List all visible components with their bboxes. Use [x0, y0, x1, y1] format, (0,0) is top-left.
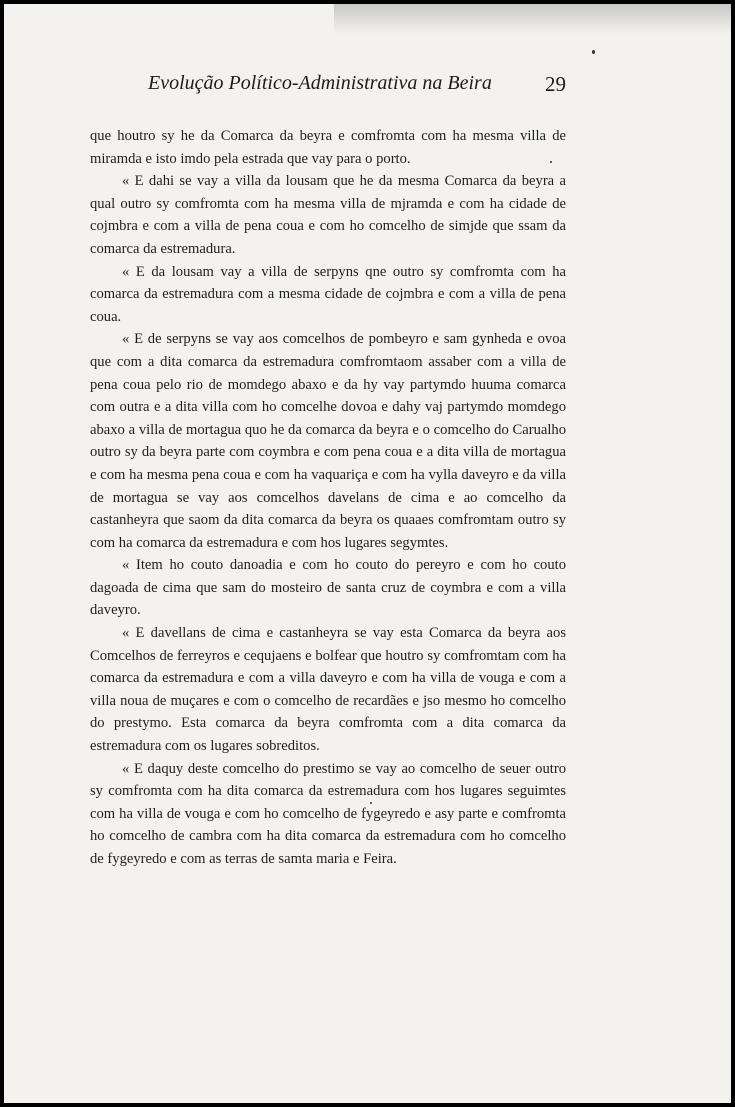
scanned-page: [4, 4, 731, 1103]
page-number: 29: [545, 72, 566, 96]
running-header: [90, 72, 566, 102]
book-page: [4, 4, 731, 1103]
scan-speck: [370, 802, 372, 804]
scan-speck: [592, 50, 595, 54]
paragraph: « E da lousam vay a villa de serpyns qne outro sy comfromta com ha comarca da estremadura com a mesma cidade de cojmbra e com a villa de pena coua.: [90, 263, 566, 325]
paragraph: « E daquy deste comcelho do prestimo se vay ao comcelho de seuer outro sy comfromta com ha dita comarca da estremadura com hos lugares seguimtes com ha villa de vouga e com ho comcelho de fygeyredo e asy parte e comfromta ho comcelho de cambra com ha dita comarca da estremadura com ho comcelho de fygeyredo e com as terras de samta maria e Feira.: [90, 760, 566, 867]
paragraph: « Item ho couto danoadia e com ho couto do pereyro e com ho couto dagoada de cima que sam do mosteiro de santa cruz de coymbra e com a villa daveyro.: [90, 557, 566, 619]
body-text: [90, 125, 566, 871]
paragraph: « E de serpyns se vay aos comcelhos de pombeyro e sam gynheda e ovoa que com a dita comarca da estremadura comfromtaom assaber com a villa de pena coua pelo rio de momdego abaxo e da hy vay partymdo huuma comarca com outra e a dita villa com ho comcelhe dovoa e dahy vaj partymdo momdego abaxo a villa de mortagua quo he da comarca da beyra e o comcelho do Carualho outro sy da beyra parte com coymbra e com pena coua e a dita villa de mortagua e com ha mesma pena coua e com ha vaquariça e com ha vylla daveyro e da villa de mortagua se vay aos comcelhos davelans de cima e ao comcelho da castanheyra que saom da dita comarca da beyra os quaaes comfromtam outro sy com ha comarca da estremadura e com hos lugares segymtes.: [90, 331, 566, 551]
paragraph: « E dahi se vay a villa da lousam que he da mesma Comarca da beyra a qual outro sy comfromta com ha mesma villa de mjramda e com ha cidade de cojmbra e com a villa de pena coua e com ho comcelho de simjde que ssam da comarca da estremadura.: [90, 173, 566, 257]
paragraph: « E davellans de cima e castanheyra se vay esta Comarca da beyra aos Comcelhos de ferreyros e cequjaens e bolfear que houtro sy comfromtam com ha comarca da estremadura e com a villa daveyro e com ha villa de vouga e com a villa noua de muçares e com o comcelho de recardães e jso mesmo ho comcelho do prestymo. Esta comarca da beyra comfromta com a dita comarca da estremadura com os lugares sobreditos.: [90, 625, 566, 755]
header-title: Evolução Político-Administrativa na Beira: [148, 72, 492, 94]
scan-speck: [550, 161, 552, 163]
paragraph: que houtro sy he da Comarca da beyra e comfromta com ha mesma villa de miramda e isto imdo pela estrada que vay para o porto.: [90, 128, 566, 167]
